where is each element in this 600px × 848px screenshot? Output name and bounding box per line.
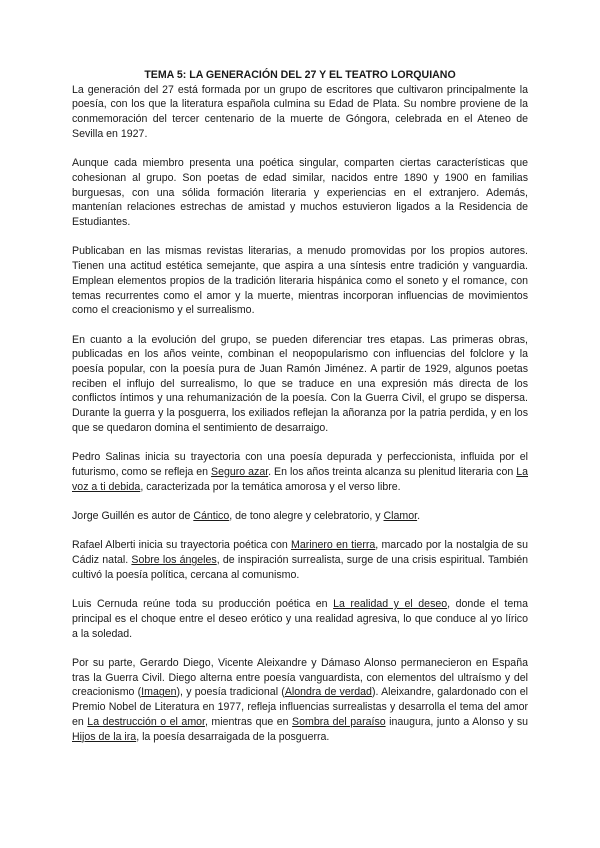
body-paragraph (72, 244, 528, 318)
paragraph-text: Luis Cernuda reúne toda su producción poética en (72, 598, 334, 611)
body-paragraph (72, 538, 528, 582)
paragraph-text: . (417, 510, 421, 523)
paragraph-text: , mientras que en (204, 715, 293, 728)
work-title: Alondra de verdad (284, 686, 372, 699)
paragraph-text: . En los años treinta alcanza su plenitud literaria con (268, 465, 517, 478)
work-title: Hijos de la ira (72, 730, 137, 743)
paragraph-text: ), y poesía tradicional ( (176, 686, 285, 699)
work-title: Seguro azar (211, 465, 269, 478)
paragraph-text: Publicaban en las mismas revistas literarias, a menudo promovidas por los propios autores. Tienen una actitud estética semejante, que aspira a una síntesis entre tradición y vanguardia. Emplean elementos propios de la tradición literaria hispánica como el soneto y el romance, con temas recurrentes como el amor y la muerte, mientras incorporan influencias de movimientos como el creacionismo y el surrealismo. (72, 245, 528, 317)
document-page (72, 68, 528, 759)
paragraph-text: , donde el tema principal es el choque entre el deseo erótico y una realidad agresiva, lo que conduce al yo lírico a la soledad. (72, 598, 528, 640)
work-title: La realidad y el deseo (333, 598, 448, 611)
document-title: TEMA 5: LA GENERACIÓN DEL 27 Y EL TEATRO LORQUIANO (144, 69, 456, 81)
body-paragraph (72, 450, 528, 494)
paragraph-text: ). Aleixandre, galardonado con el Premio Nobel de Literatura en 1977, refleja influencias surrealistas y desarrolla el tema del amor en (72, 686, 528, 728)
paragraph-text: Por su parte, Gerardo Diego, Vicente Aleixandre y Dámaso Alonso permanecieron en España tras la Guerra Civil. Diego alterna entre poesía vanguardista, con elementos del ultraísmo y del creacionismo ( (72, 657, 528, 699)
work-title: La voz a ti debida (72, 465, 528, 493)
work-title: La destrucción o el amor (87, 715, 205, 728)
work-title: Sobre los ángeles (131, 554, 217, 567)
paragraph-text: Aunque cada miembro presenta una poética singular, comparten ciertas características que cohesionan al grupo. Son poetas de edad similar, nacidos entre 1890 y 1900 en familias burguesas, con una sólida formación literaria y experiencias en el extranjero. Además, mantenían relaciones estrechas de amistad y muchos estuvieron ligados a la Residencia de Estudiantes. (72, 157, 528, 229)
body-paragraph (72, 156, 528, 230)
paragraph-text: , de inspiración surrealista, surge de una crisis espiritual. También cultivó la poesía política, cercana al comunismo. (72, 554, 528, 581)
body-paragraph (72, 333, 528, 436)
paragraph-text: Pedro Salinas inicia su trayectoria con una poesía depurada y perfeccionista, influida por el futurismo, como se refleja en (72, 451, 528, 478)
work-title: Sombra del paraíso (292, 715, 386, 728)
paragraph-text: inaugura, junto a Alonso y su (385, 715, 529, 728)
work-title: Marinero en tierra (291, 539, 376, 552)
paragraph-text: Rafael Alberti inicia su trayectoria poética con (72, 539, 291, 552)
body-paragraph (72, 83, 528, 142)
document-body (72, 83, 528, 745)
paragraph-text: La generación del 27 está formada por un grupo de escritores que cultivaron principalmente la poesía, con los que la literatura española culmina su Edad de Plata. Su nombre proviene de la conmemoración del tercer centenario de la muerte de Góngora, celebrada en el Ateneo de Sevilla en 1927. (72, 83, 528, 140)
work-title: Clamor (383, 510, 418, 523)
work-title: Imagen (141, 686, 177, 699)
paragraph-text: , caracterizada por la temática amorosa y el verso libre. (140, 480, 401, 493)
body-paragraph (72, 597, 528, 641)
body-paragraph (72, 656, 528, 744)
body-paragraph (72, 509, 528, 524)
paragraph-text: Jorge Guillén es autor de (72, 510, 194, 523)
paragraph-text: , marcado por la nostalgia de su Cádiz natal. (72, 539, 528, 567)
paragraph-text: , la poesía desarraigada de la posguerra. (136, 730, 330, 743)
work-title: Cántico (193, 510, 230, 523)
paragraph-text: , de tono alegre y celebratorio, y (229, 510, 384, 523)
paragraph-text: En cuanto a la evolución del grupo, se pueden diferenciar tres etapas. Las primeras obras, publicadas en los años veinte, combinan el neopopularismo con influencias del folclore y la poesía popular, con la poesía pura de Juan Ramón Jiménez. A partir de 1929, algunos poetas reciben el influjo del surrealismo, lo que se traduce en una expresión más directa de los conflictos íntimos y una rehumanización de la poesía. Con la Guerra Civil, el grupo se dispersa. Durante la guerra y la posguerra, los exiliados reflejan la añoranza por la patria perdida, y en los que se quedaron domina el sentimiento de desarraigo. (72, 333, 528, 434)
